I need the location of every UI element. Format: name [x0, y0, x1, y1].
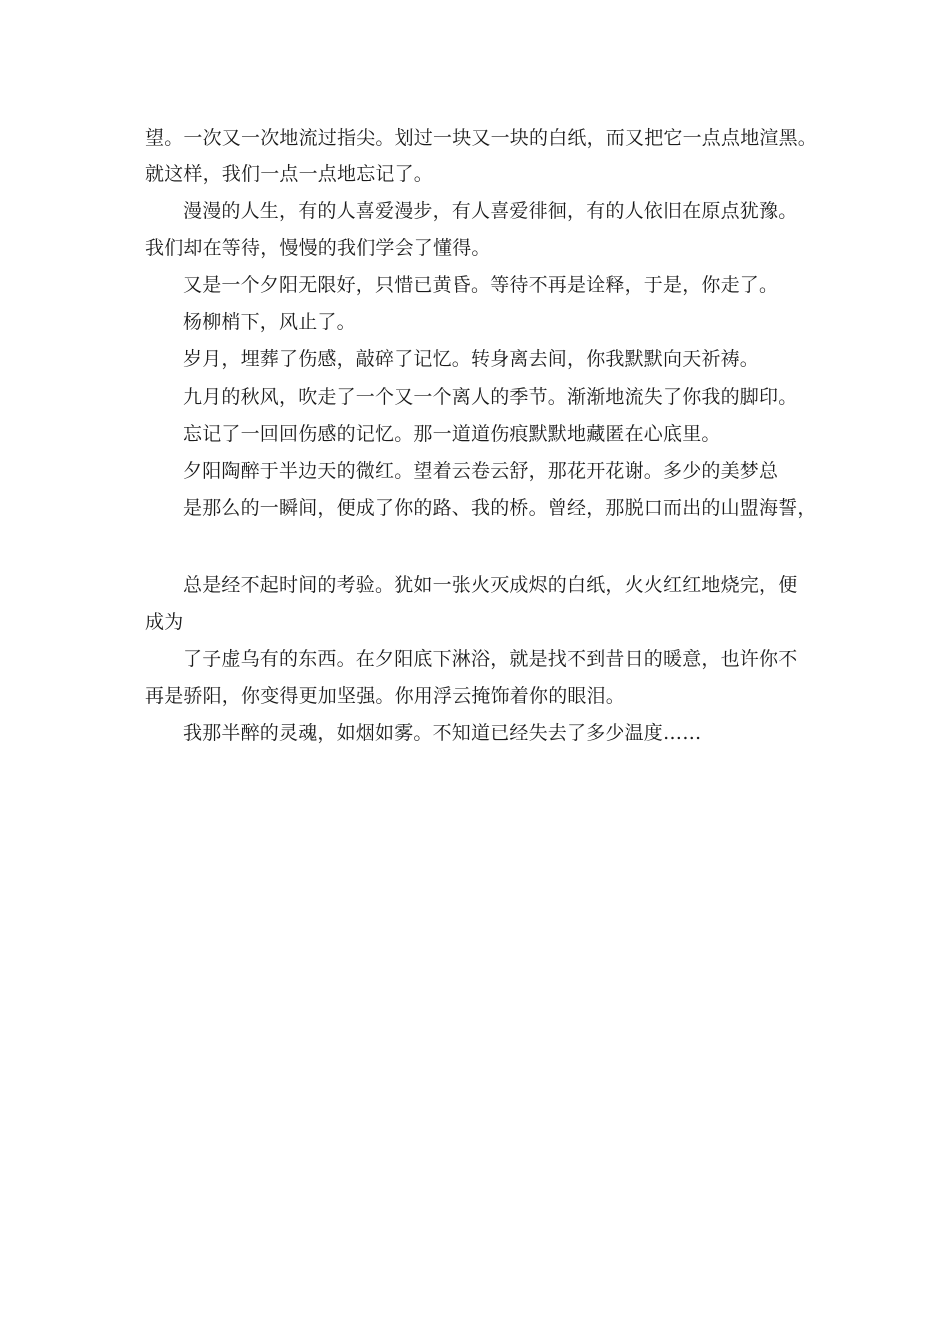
text-line: 杨柳梢下，风止了。	[183, 311, 356, 333]
text-line: 我那半醉的灵魂，如烟如雾。不知道已经失去了多少温度……	[183, 722, 702, 744]
text-line: 我们却在等待，慢慢的我们学会了懂得。	[145, 237, 491, 259]
text-line: 漫漫的人生，有的人喜爱漫步，有人喜爱徘徊，有的人依旧在原点犹豫。	[183, 200, 798, 222]
text-line: 就这样，我们一点一点地忘记了。	[145, 163, 434, 185]
text-line: 总是经不起时间的考验。犹如一张火灭成烬的白纸，火火红红地烧完，便	[183, 574, 798, 596]
text-line: 了子虚乌有的东西。在夕阳底下淋浴，就是找不到昔日的暖意，也许你不	[183, 648, 798, 670]
text-line: 再是骄阳，你变得更加坚强。你用浮云掩饰着你的眼泪。	[145, 685, 626, 707]
text-line: 夕阳陶醉于半边天的微红。望着云卷云舒，那花开花谢。多少的美梦总	[183, 460, 779, 482]
text-line: 九月的秋风，吹走了一个又一个离人的季节。渐渐地流失了你我的脚印。	[183, 386, 798, 408]
text-line: 岁月，埋葬了伤感，敲碎了记忆。转身离去间，你我默默向天祈祷。	[183, 348, 760, 370]
text-line: 是那么的一瞬间，便成了你的路、我的桥。曾经，那脱口而出的山盟海誓，	[183, 497, 817, 519]
text-line: 望。一次又一次地流过指尖。划过一块又一块的白纸，而又把它一点点地渲黑。	[145, 127, 818, 149]
text-line: 忘记了一回回伤感的记忆。那一道道伤痕默默地藏匿在心底里。	[183, 423, 721, 445]
text-line: 又是一个夕阳无限好，只惜已黄昏。等待不再是诠释，于是，你走了。	[183, 274, 779, 296]
text-line: 成为	[145, 611, 184, 633]
